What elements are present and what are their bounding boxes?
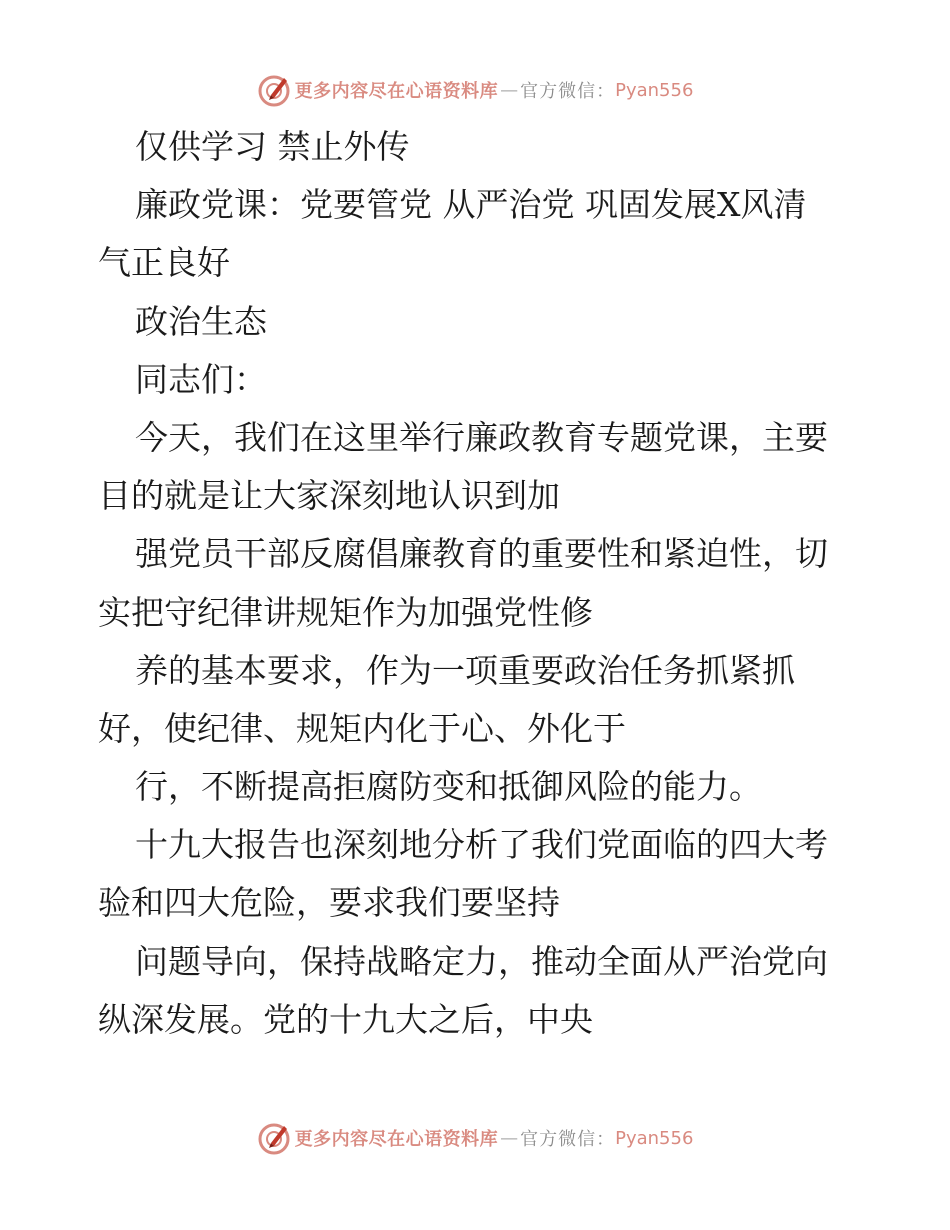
paragraph-line: 十九大报告也深刻地分析了我们党面临的四大考 — [135, 825, 828, 865]
paragraph-line: 同志们： — [135, 359, 267, 399]
paragraph-line: 养的基本要求，作为一项重要政治任务抓紧抓 — [135, 650, 795, 690]
paragraph-line: 实把守纪律讲规矩作为加强党性修 — [98, 592, 593, 632]
wechat-label: 官方微信： — [520, 1129, 616, 1150]
promo-text: 更多内容尽在心语资料库 — [294, 81, 499, 102]
paragraph-line: 行，不断提高拒腐防变和抵御风险的能力。 — [135, 767, 762, 807]
paragraph-line: 问题导向，保持战略定力，推动全面从严治党向 — [135, 941, 828, 981]
paragraph-line: 目的就是让大家深刻地认识到加 — [98, 476, 560, 516]
paragraph-line: 气正良好 — [98, 243, 230, 283]
paragraph-line: 纵深发展。党的十九大之后，中央 — [98, 999, 593, 1039]
paragraph-line: 验和四大危险，要求我们要坚持 — [98, 883, 560, 923]
pen-logo-icon — [257, 73, 291, 107]
paragraph-line: 廉政党课：党要管党 从严治党 巩固发展X风清 — [135, 185, 807, 225]
banner-separator: — — [500, 79, 519, 101]
pen-logo-icon — [257, 1121, 291, 1155]
header-banner — [0, 70, 950, 110]
promo-text: 更多内容尽在心语资料库 — [294, 1129, 499, 1150]
wechat-label: 官方微信： — [520, 81, 616, 102]
paragraph-line: 强党员干部反腐倡廉教育的重要性和紧迫性，切 — [135, 534, 828, 574]
banner-separator: — — [500, 1127, 519, 1149]
wechat-id: Pyan556 — [615, 1127, 694, 1149]
paragraph-line: 仅供学习 禁止外传 — [135, 127, 410, 166]
paragraph-line: 政治生态 — [135, 301, 267, 341]
document-body — [98, 118, 858, 1049]
paragraph-line: 今天，我们在这里举行廉政教育专题党课，主要 — [135, 417, 828, 457]
paragraph-line: 好，使纪律、规矩内化于心、外化于 — [98, 708, 626, 748]
footer-banner — [0, 1118, 950, 1158]
wechat-id: Pyan556 — [615, 79, 694, 101]
